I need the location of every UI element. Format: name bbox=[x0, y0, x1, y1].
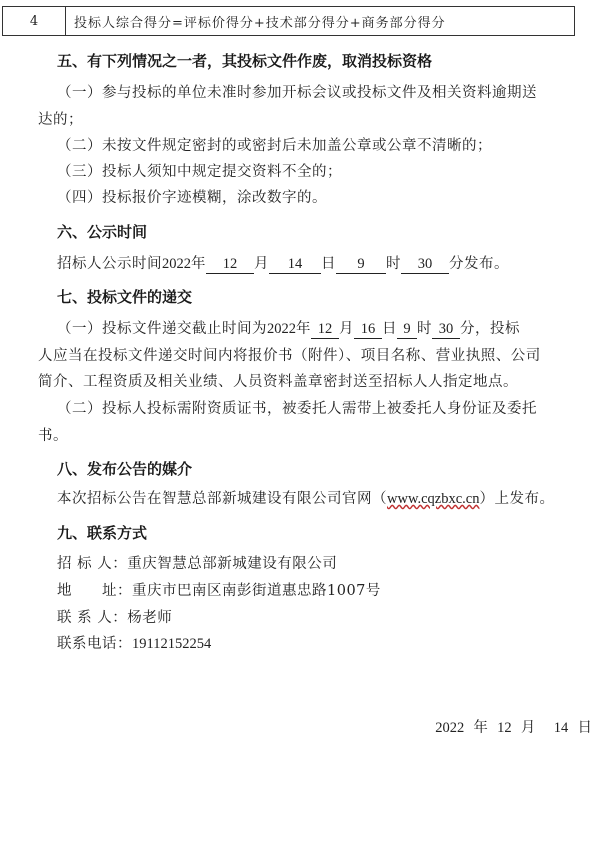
section7-item1-line2: 人应当在投标文件递交时间内将报价书（附件）、项目名称、营业执照、公司 bbox=[38, 348, 541, 364]
section6-title: 六、公示时间 bbox=[57, 223, 148, 241]
date-month: 12 bbox=[497, 720, 512, 736]
publicity-suffix: 分发布。 bbox=[449, 256, 509, 272]
section7-item1-line3: 简介、工程资质及相关业绩、人员资料盖章密封送至招标人人指定地点。 bbox=[38, 374, 518, 390]
deadline-month: 12 bbox=[311, 321, 339, 339]
deadline-month-unit: 月 bbox=[339, 321, 354, 337]
publicity-prefix: 招标人公示时间 bbox=[57, 256, 162, 272]
publicity-hour: 9 bbox=[336, 256, 386, 274]
contact-label: 联 系 人： bbox=[57, 610, 128, 626]
section5-item1-line2: 达的； bbox=[38, 112, 83, 128]
row-text: 投标人综合得分=评标价得分+技术部分得分+商务部分得分 bbox=[74, 15, 446, 31]
publicity-day-unit: 日 bbox=[321, 256, 336, 272]
deadline-suffix: 分，投标 bbox=[460, 321, 520, 337]
publicity-month-unit: 月 bbox=[254, 256, 269, 272]
publicity-hour-unit: 时 bbox=[386, 256, 401, 272]
deadline-day: 16 bbox=[354, 321, 382, 339]
section5-title: 五、有下列情况之一者，其投标文件作废，取消投标资格 bbox=[57, 52, 433, 70]
section7-item2-line2: 书。 bbox=[38, 428, 68, 444]
address-value: 重庆市巴南区南彭街道惠忠路1007号 bbox=[132, 583, 381, 599]
publicity-time-line bbox=[57, 252, 509, 274]
phone-line bbox=[57, 632, 211, 653]
contact-line bbox=[57, 606, 172, 627]
section5-item2: （二）未按文件规定密封的或密封后未加盖公章或公章不清晰的； bbox=[57, 138, 492, 154]
deadline-hour-unit: 时 bbox=[417, 321, 432, 337]
tenderer-line bbox=[57, 552, 337, 573]
section5-item3: （三）投标人须知中规定提交资料不全的； bbox=[57, 164, 342, 180]
section9-title: 九、联系方式 bbox=[57, 524, 148, 542]
contact-value: 杨老师 bbox=[127, 610, 173, 626]
issue-date bbox=[435, 716, 592, 737]
publicity-month: 12 bbox=[206, 256, 254, 274]
deadline-year-unit: 年 bbox=[296, 321, 311, 337]
phone-value: 19112152254 bbox=[132, 636, 212, 652]
media-prefix: 本次招标公告在智慧总部新城建设有限公司官网（ bbox=[57, 491, 387, 507]
tenderer-value: 重庆智慧总部新城建设有限公司 bbox=[127, 556, 338, 572]
date-year-unit: 年 bbox=[473, 720, 488, 736]
media-line bbox=[57, 487, 554, 508]
publicity-day: 14 bbox=[269, 256, 321, 274]
date-day: 14 bbox=[553, 720, 569, 736]
section8-title: 八、发布公告的媒介 bbox=[57, 460, 193, 478]
publicity-year: 2022 bbox=[162, 256, 191, 272]
deadline-hour: 9 bbox=[397, 321, 417, 339]
deadline-day-unit: 日 bbox=[382, 321, 397, 337]
publicity-minute: 30 bbox=[401, 256, 449, 274]
media-suffix: ）上发布。 bbox=[479, 491, 555, 507]
deadline-prefix: （一）投标文件递交截止时间为 bbox=[57, 321, 267, 337]
phone-label: 联系电话： bbox=[57, 636, 132, 652]
tenderer-label: 招 标 人： bbox=[57, 556, 128, 572]
address-label: 地 址： bbox=[57, 583, 132, 599]
section7-title: 七、投标文件的递交 bbox=[57, 288, 193, 306]
row-number: 4 bbox=[3, 7, 66, 35]
date-month-unit: 月 bbox=[520, 720, 536, 736]
score-table-row bbox=[2, 6, 575, 36]
deadline-year: 2022 bbox=[267, 321, 296, 337]
date-year: 2022 bbox=[435, 720, 465, 736]
section7-item2-line1: （二）投标人投标需附资质证书，被委托人需带上被委托人身份证及委托 bbox=[57, 401, 537, 417]
section7-item1-line1 bbox=[57, 317, 520, 339]
address-line bbox=[57, 579, 381, 600]
date-day-unit: 日 bbox=[577, 720, 592, 736]
section5-item1-line1: （一）参与投标的单位未准时参加开标会议或投标文件及相关资料逾期送 bbox=[57, 85, 537, 101]
website-link[interactable]: www.cqzbxc.cn bbox=[387, 491, 480, 507]
section5-item4: （四）投标报价字迹模糊，涂改数字的。 bbox=[57, 190, 327, 206]
publicity-year-unit: 年 bbox=[191, 256, 206, 272]
deadline-minute: 30 bbox=[432, 321, 460, 339]
